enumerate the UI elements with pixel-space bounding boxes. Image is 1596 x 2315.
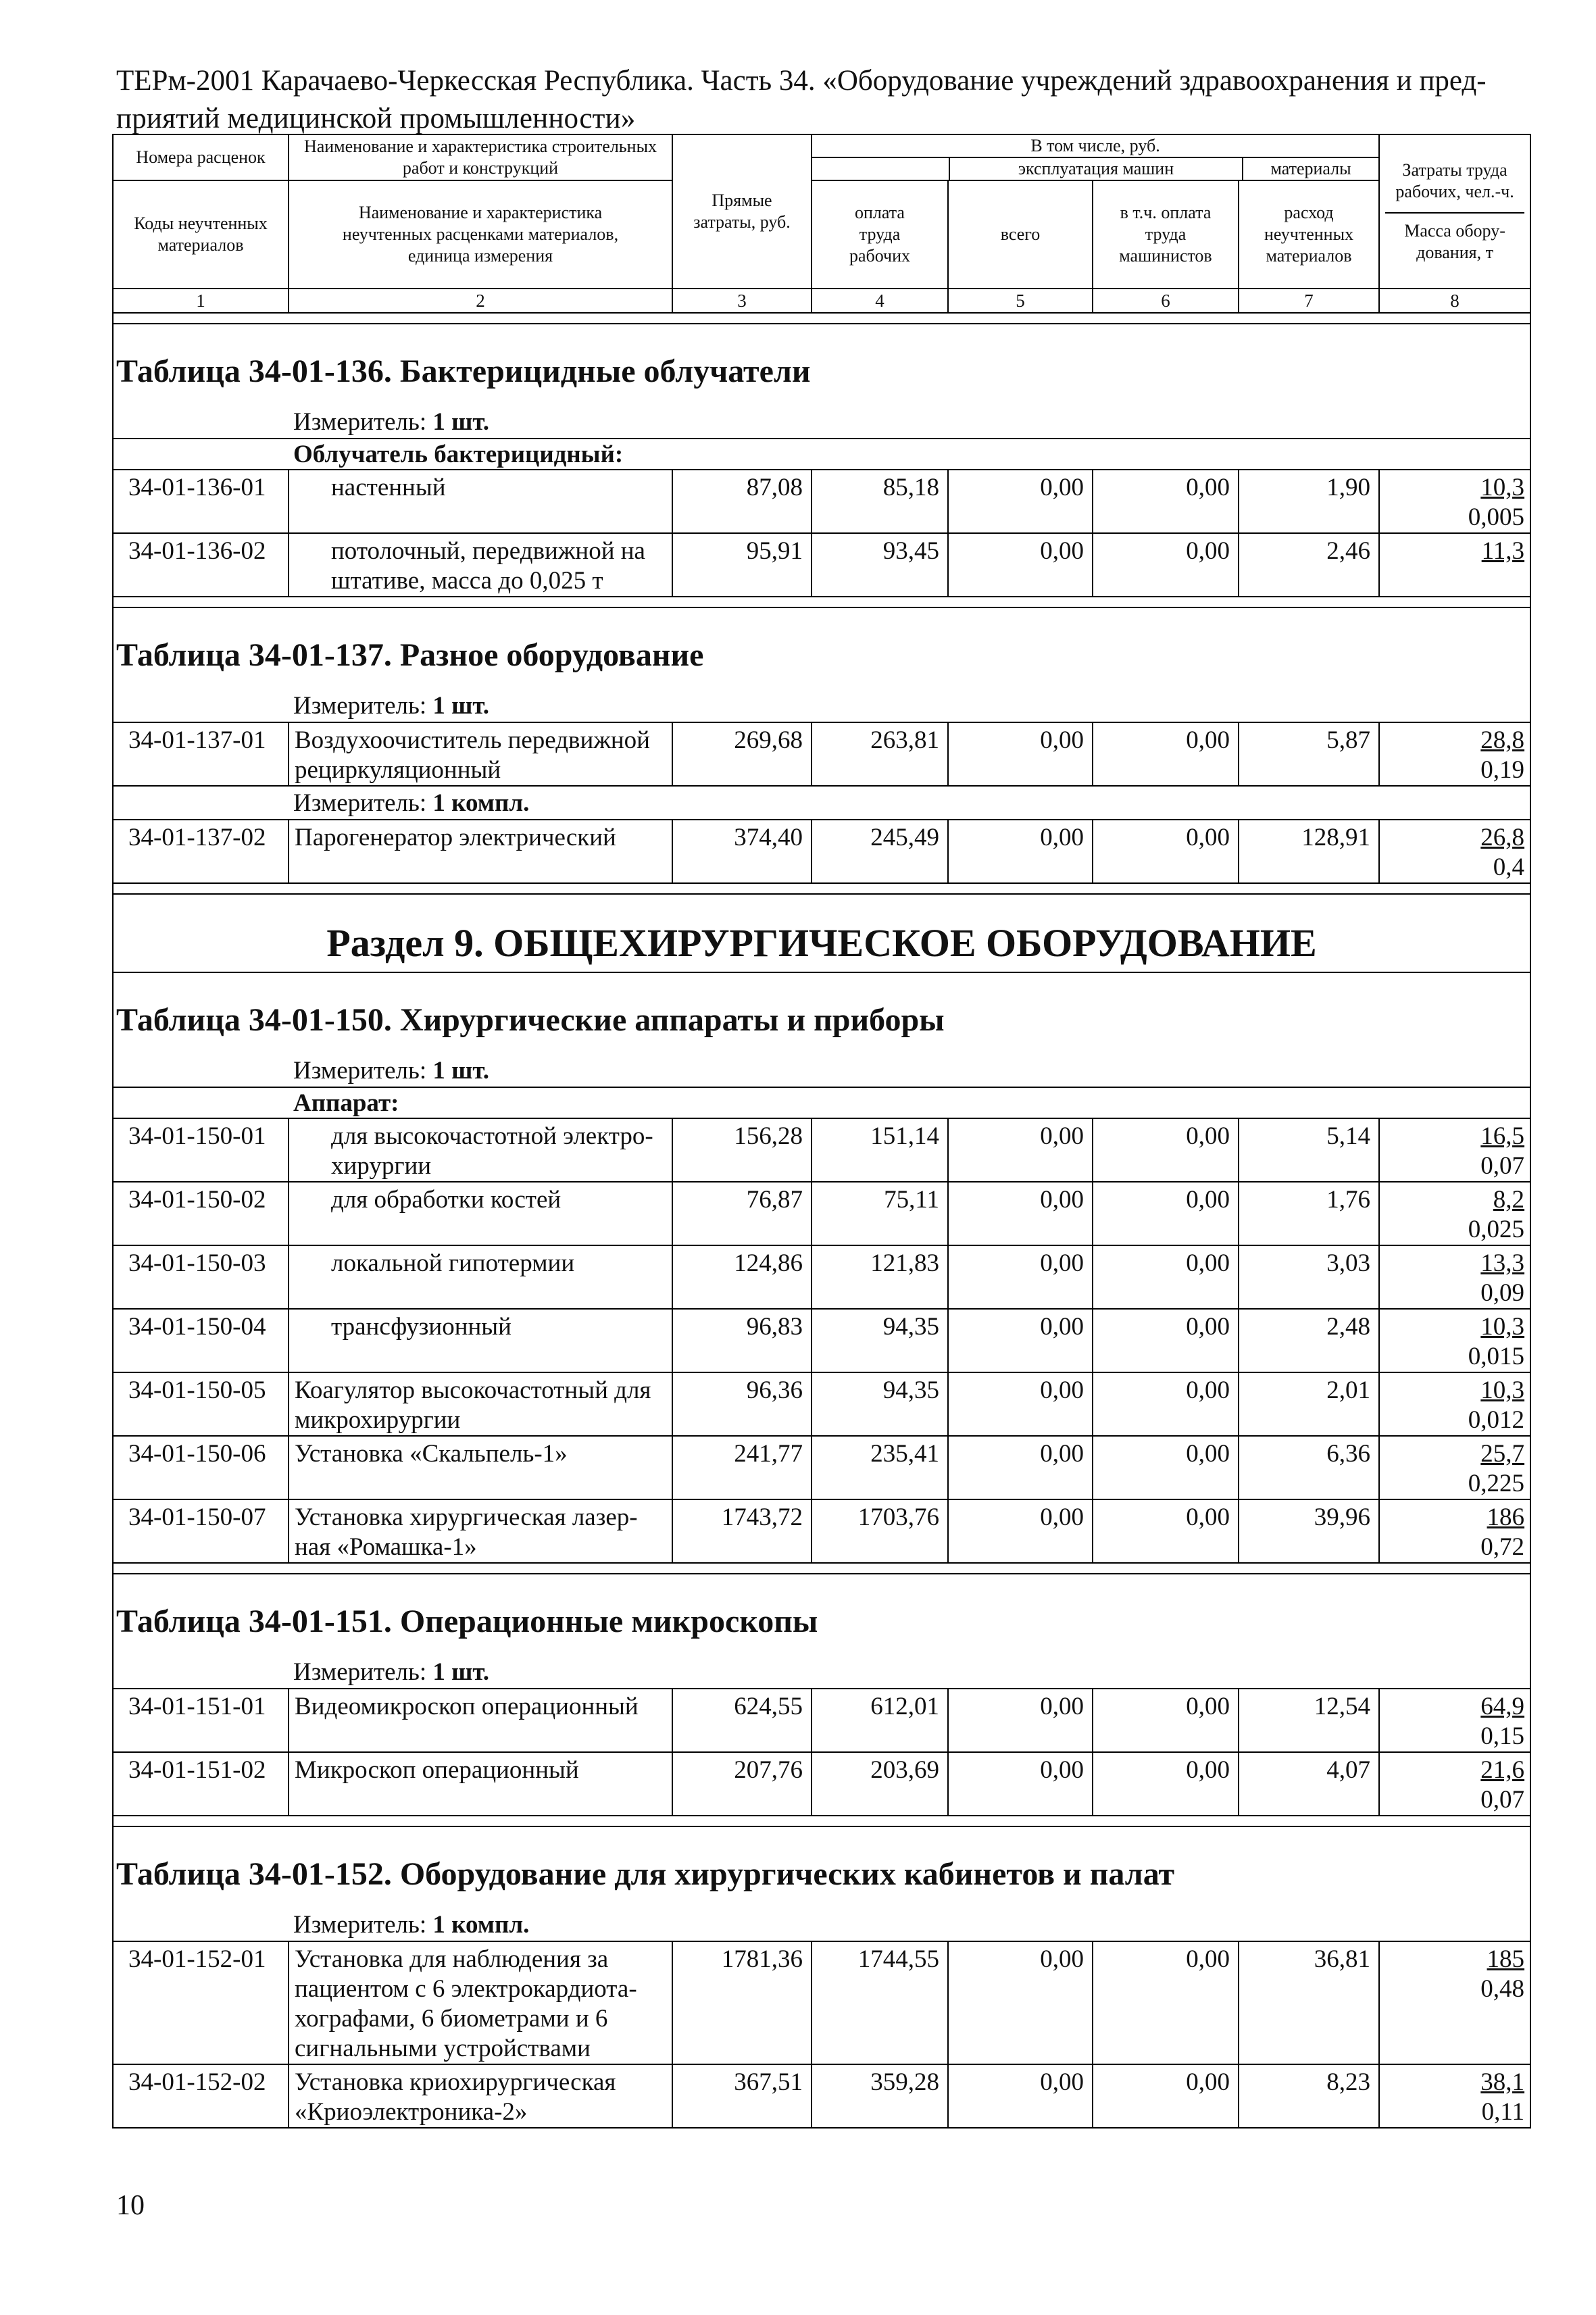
rate-code: 34-01-152-01 xyxy=(113,1941,289,2064)
price-table xyxy=(112,134,1530,2129)
col-header-machinist-pay: в т.ч. оплата труда машинистов xyxy=(1093,180,1239,289)
labor-mass-cell xyxy=(1379,722,1530,786)
rate-code: 34-01-151-02 xyxy=(113,1752,289,1816)
section-title: Раздел 9. ОБЩЕХИРУРГИЧЕСКОЕ ОБОРУДОВАНИЕ xyxy=(113,894,1530,972)
value-c4: 93,45 xyxy=(812,533,948,597)
equipment-mass: 0,07 xyxy=(1480,1152,1525,1180)
equipment-mass: 0,19 xyxy=(1480,756,1525,784)
col-num-5: 5 xyxy=(948,289,1093,313)
value-c7: 5,14 xyxy=(1239,1118,1379,1182)
labor-hours: 28,8 xyxy=(1480,726,1525,754)
value-c5: 0,00 xyxy=(948,1436,1093,1499)
value-c7: 4,07 xyxy=(1239,1752,1379,1816)
value-c6: 0,00 xyxy=(1093,1182,1239,1245)
rate-code: 34-01-137-02 xyxy=(113,820,289,883)
labor-mass-cell xyxy=(1379,1182,1530,1245)
equipment-mass: 0,025 xyxy=(1468,1216,1525,1243)
value-c3: 96,36 xyxy=(672,1372,812,1436)
rate-name: настенный xyxy=(289,470,672,533)
table-row xyxy=(113,1752,1530,1816)
col-num-8: 8 xyxy=(1379,289,1530,313)
value-c7: 3,03 xyxy=(1239,1245,1379,1309)
unit-label: Измеритель: xyxy=(293,1911,433,1939)
rate-name: потолочный, передвижной на штативе, масса до 0,025 т xyxy=(289,533,672,597)
labor-mass-cell xyxy=(1379,1309,1530,1372)
unit-label: Измеритель: xyxy=(293,1658,433,1686)
value-c5: 0,00 xyxy=(948,1499,1093,1563)
equipment-mass: 0,72 xyxy=(1480,1533,1525,1561)
rate-code: 34-01-150-03 xyxy=(113,1245,289,1309)
value-c5: 0,00 xyxy=(948,470,1093,533)
table-row xyxy=(113,722,1530,786)
value-c3: 87,08 xyxy=(672,470,812,533)
labor-mass-cell xyxy=(1379,1941,1530,2064)
rate-name: Видеомикроскоп операционный xyxy=(289,1689,672,1752)
table-row xyxy=(113,1499,1530,1563)
value-c7: 8,23 xyxy=(1239,2064,1379,2128)
value-c4: 94,35 xyxy=(812,1309,948,1372)
labor-mass-cell xyxy=(1379,1752,1530,1816)
value-c6: 0,00 xyxy=(1093,1372,1239,1436)
value-c5: 0,00 xyxy=(948,1689,1093,1752)
unit-value: 1 шт. xyxy=(432,692,490,720)
table-row xyxy=(113,533,1530,597)
table-title: Таблица 34-01-137. Разное оборудование xyxy=(113,607,1530,689)
table-row xyxy=(113,1309,1530,1372)
value-c6: 0,00 xyxy=(1093,820,1239,883)
group-label: Облучатель бактерицидный: xyxy=(113,439,1530,470)
rate-name: Микроскоп операционный xyxy=(289,1752,672,1816)
rate-code: 34-01-150-07 xyxy=(113,1499,289,1563)
unit-row xyxy=(113,786,1530,820)
labor-mass-cell xyxy=(1379,1436,1530,1499)
column-numbers-row xyxy=(113,289,1530,313)
value-c3: 367,51 xyxy=(672,2064,812,2128)
rate-name: локальной гипотермии xyxy=(289,1245,672,1309)
value-c5: 0,00 xyxy=(948,722,1093,786)
unit-row xyxy=(113,1054,1530,1087)
value-c4: 151,14 xyxy=(812,1118,948,1182)
rate-name: для обработки костей xyxy=(289,1182,672,1245)
header-line-1: ТЕРм-2001 Карачаево-Черкесская Республика. Часть 34. «Оборудование учреждений здравоохранения и пред- xyxy=(116,65,1487,97)
col-num-7: 7 xyxy=(1239,289,1379,313)
value-c6: 0,00 xyxy=(1093,1436,1239,1499)
value-c5: 0,00 xyxy=(948,1118,1093,1182)
value-c6: 0,00 xyxy=(1093,1689,1239,1752)
col-num-6: 6 xyxy=(1093,289,1239,313)
value-c5: 0,00 xyxy=(948,1245,1093,1309)
value-c4: 263,81 xyxy=(812,722,948,786)
table-header xyxy=(113,134,1530,313)
value-c6: 0,00 xyxy=(1093,722,1239,786)
value-c7: 39,96 xyxy=(1239,1499,1379,1563)
value-c3: 207,76 xyxy=(672,1752,812,1816)
table-row xyxy=(113,1689,1530,1752)
value-c7: 6,36 xyxy=(1239,1436,1379,1499)
rate-name: Установка хирургическая лазер-ная «Ромашка-1» xyxy=(289,1499,672,1563)
value-c7: 2,01 xyxy=(1239,1372,1379,1436)
rate-name: для высокочастотной электро-хирургии xyxy=(289,1118,672,1182)
value-c3: 374,40 xyxy=(672,820,812,883)
labor-hours: 64,9 xyxy=(1480,1693,1525,1720)
labor-mass-cell xyxy=(1379,470,1530,533)
col-header-materials: материалы xyxy=(1270,159,1351,178)
value-c3: 1781,36 xyxy=(672,1941,812,2064)
labor-hours: 25,7 xyxy=(1480,1440,1525,1468)
rate-code: 34-01-151-01 xyxy=(113,1689,289,1752)
col-num-1: 1 xyxy=(113,289,289,313)
labor-mass-cell xyxy=(1379,1689,1530,1752)
page-number: 10 xyxy=(116,2190,145,2221)
table-title: Таблица 34-01-136. Бактерицидные облучатели xyxy=(113,324,1530,405)
value-c6: 0,00 xyxy=(1093,2064,1239,2128)
rate-name: Воздухоочиститель передвижной рециркуляционный xyxy=(289,722,672,786)
value-c7: 36,81 xyxy=(1239,1941,1379,2064)
equipment-mass: 0,005 xyxy=(1468,503,1525,531)
col-header-machines: эксплуатация машин xyxy=(950,158,1243,180)
equipment-mass: 0,11 xyxy=(1481,2098,1525,2126)
value-c3: 269,68 xyxy=(672,722,812,786)
equipment-mass: 0,015 xyxy=(1468,1343,1525,1370)
unit-label: Измеритель: xyxy=(293,408,433,436)
value-c4: 75,11 xyxy=(812,1182,948,1245)
value-c3: 95,91 xyxy=(672,533,812,597)
labor-hours: 21,6 xyxy=(1480,1756,1525,1784)
col-header-including: В том числе, руб. xyxy=(812,135,1378,158)
value-c4: 94,35 xyxy=(812,1372,948,1436)
labor-hours: 26,8 xyxy=(1480,824,1525,851)
table-row xyxy=(113,1372,1530,1436)
value-c5: 0,00 xyxy=(948,1941,1093,2064)
group-label: Аппарат: xyxy=(113,1087,1530,1118)
value-c6: 0,00 xyxy=(1093,1118,1239,1182)
value-c6: 0,00 xyxy=(1093,1752,1239,1816)
col-header-name-top: Наименование и характеристика строительных работ и конструкций xyxy=(289,134,672,180)
value-c7: 1,76 xyxy=(1239,1182,1379,1245)
unit-row xyxy=(113,405,1530,439)
rate-code: 34-01-152-02 xyxy=(113,2064,289,2128)
value-c6: 0,00 xyxy=(1093,1499,1239,1563)
unit-value: 1 шт. xyxy=(432,1658,490,1686)
table-row xyxy=(113,1118,1530,1182)
rate-name: Коагулятор высокочастотный для микрохирургии xyxy=(289,1372,672,1436)
unit-label: Измеритель: xyxy=(293,692,433,720)
value-c7: 12,54 xyxy=(1239,1689,1379,1752)
value-c6: 0,00 xyxy=(1093,533,1239,597)
col-num-2: 2 xyxy=(289,289,672,313)
value-c5: 0,00 xyxy=(948,1372,1093,1436)
unit-row xyxy=(113,1908,1530,1941)
labor-hours: 11,3 xyxy=(1481,537,1525,565)
value-c6: 0,00 xyxy=(1093,1245,1239,1309)
unit-label: Измеритель: xyxy=(293,789,433,817)
rate-name: Установка криохирургическая «Криоэлектроника-2» xyxy=(289,2064,672,2128)
unit-value: 1 компл. xyxy=(432,1911,530,1939)
labor-hours: 10,3 xyxy=(1480,1376,1525,1404)
rate-name: Установка для наблюдения за пациентом с 6 электрокардиота-хографами, 6 биометрами и 6 сигнальными устройствами xyxy=(289,1941,672,2064)
rate-code: 34-01-150-01 xyxy=(113,1118,289,1182)
value-c3: 124,86 xyxy=(672,1245,812,1309)
table-row xyxy=(113,2064,1530,2128)
unit-value: 1 шт. xyxy=(432,1057,490,1085)
value-c3: 76,87 xyxy=(672,1182,812,1245)
equipment-mass: 0,07 xyxy=(1480,1786,1525,1814)
rate-code: 34-01-136-02 xyxy=(113,533,289,597)
col-num-4: 4 xyxy=(812,289,948,313)
col-header-codes-top: Номера расценок xyxy=(113,134,289,180)
labor-hours: 16,5 xyxy=(1480,1122,1525,1150)
value-c3: 96,83 xyxy=(672,1309,812,1372)
value-c4: 85,18 xyxy=(812,470,948,533)
value-c5: 0,00 xyxy=(948,1182,1093,1245)
value-c5: 0,00 xyxy=(948,1309,1093,1372)
rate-name: Установка «Скальпель-1» xyxy=(289,1436,672,1499)
header-line-2: приятий медицинской промышленности» xyxy=(116,103,636,134)
value-c7: 5,87 xyxy=(1239,722,1379,786)
value-c7: 2,48 xyxy=(1239,1309,1379,1372)
rate-code: 34-01-150-04 xyxy=(113,1309,289,1372)
col-header-codes-bottom: Коды неучтенных материалов xyxy=(113,180,289,289)
value-c4: 203,69 xyxy=(812,1752,948,1816)
value-c4: 245,49 xyxy=(812,820,948,883)
labor-hours: 13,3 xyxy=(1480,1249,1525,1277)
value-c7: 2,46 xyxy=(1239,533,1379,597)
unit-value: 1 компл. xyxy=(432,789,530,817)
labor-mass-cell xyxy=(1379,1372,1530,1436)
col-header-name-bottom: Наименование и характеристика неучтенных расценками материалов, единица измерения xyxy=(289,180,672,289)
equipment-mass: 0,4 xyxy=(1493,853,1525,881)
value-c4: 121,83 xyxy=(812,1245,948,1309)
value-c4: 612,01 xyxy=(812,1689,948,1752)
equipment-mass: 0,48 xyxy=(1480,1975,1525,2003)
col-num-3: 3 xyxy=(672,289,812,313)
value-c3: 624,55 xyxy=(672,1689,812,1752)
value-c3: 1743,72 xyxy=(672,1499,812,1563)
table-row xyxy=(113,820,1530,883)
value-c4: 235,41 xyxy=(812,1436,948,1499)
labor-mass-cell xyxy=(1379,2064,1530,2128)
value-c5: 0,00 xyxy=(948,533,1093,597)
value-c5: 0,00 xyxy=(948,1752,1093,1816)
value-c7: 128,91 xyxy=(1239,820,1379,883)
table-row xyxy=(113,470,1530,533)
table-row xyxy=(113,1182,1530,1245)
value-c6: 0,00 xyxy=(1093,1309,1239,1372)
table-title: Таблица 34-01-152. Оборудование для хирургических кабинетов и палат xyxy=(113,1826,1530,1908)
unit-row xyxy=(113,689,1530,722)
col-header-total: всего xyxy=(948,180,1093,289)
equipment-mass: 0,012 xyxy=(1468,1406,1525,1434)
rate-code: 34-01-136-01 xyxy=(113,470,289,533)
labor-mass-cell xyxy=(1379,1499,1530,1563)
value-c5: 0,00 xyxy=(948,2064,1093,2128)
table-row xyxy=(113,1436,1530,1499)
labor-hours: 186 xyxy=(1487,1503,1525,1531)
equipment-mass: 0,15 xyxy=(1480,1722,1525,1750)
labor-hours: 8,2 xyxy=(1493,1186,1525,1214)
table-title: Таблица 34-01-151. Операционные микроскопы xyxy=(113,1574,1530,1656)
page-header xyxy=(116,62,1501,138)
table-row xyxy=(113,1245,1530,1309)
value-c5: 0,00 xyxy=(948,820,1093,883)
rate-code: 34-01-150-06 xyxy=(113,1436,289,1499)
col-header-unaccounted-materials: расход неучтенных материалов xyxy=(1239,180,1379,289)
value-c7: 1,90 xyxy=(1239,470,1379,533)
col-header-labor-pay: оплата труда рабочих xyxy=(812,180,948,289)
rate-code: 34-01-137-01 xyxy=(113,722,289,786)
labor-hours: 185 xyxy=(1487,1945,1525,1973)
equipment-mass: 0,225 xyxy=(1468,1470,1525,1497)
rate-code: 34-01-150-02 xyxy=(113,1182,289,1245)
col-header-direct-costs: Прямые затраты, руб. xyxy=(672,134,812,289)
labor-mass-cell xyxy=(1379,1118,1530,1182)
value-c6: 0,00 xyxy=(1093,470,1239,533)
equipment-mass: 0,09 xyxy=(1480,1279,1525,1307)
unit-value: 1 шт. xyxy=(432,408,490,436)
unit-row xyxy=(113,1656,1530,1689)
value-c3: 156,28 xyxy=(672,1118,812,1182)
value-c6: 0,00 xyxy=(1093,1941,1239,2064)
col-header-labor: Затраты труда рабочих, чел.-ч. xyxy=(1395,160,1514,201)
table-row xyxy=(113,1941,1530,2064)
labor-hours: 10,3 xyxy=(1480,474,1525,501)
value-c4: 1744,55 xyxy=(812,1941,948,2064)
value-c3: 241,77 xyxy=(672,1436,812,1499)
labor-mass-cell xyxy=(1379,533,1530,597)
table-title: Таблица 34-01-150. Хирургические аппараты и приборы xyxy=(113,972,1530,1054)
value-c4: 1703,76 xyxy=(812,1499,948,1563)
labor-hours: 10,3 xyxy=(1480,1313,1525,1341)
labor-hours: 38,1 xyxy=(1480,2068,1525,2096)
rate-code: 34-01-150-05 xyxy=(113,1372,289,1436)
unit-label: Измеритель: xyxy=(293,1057,433,1085)
table-body xyxy=(113,313,1530,2128)
rate-name: трансфузионный xyxy=(289,1309,672,1372)
labor-mass-cell xyxy=(1379,820,1530,883)
value-c4: 359,28 xyxy=(812,2064,948,2128)
col-header-mass: Масса обору-дования, т xyxy=(1404,221,1505,262)
rate-name: Парогенератор электрический xyxy=(289,820,672,883)
labor-mass-cell xyxy=(1379,1245,1530,1309)
